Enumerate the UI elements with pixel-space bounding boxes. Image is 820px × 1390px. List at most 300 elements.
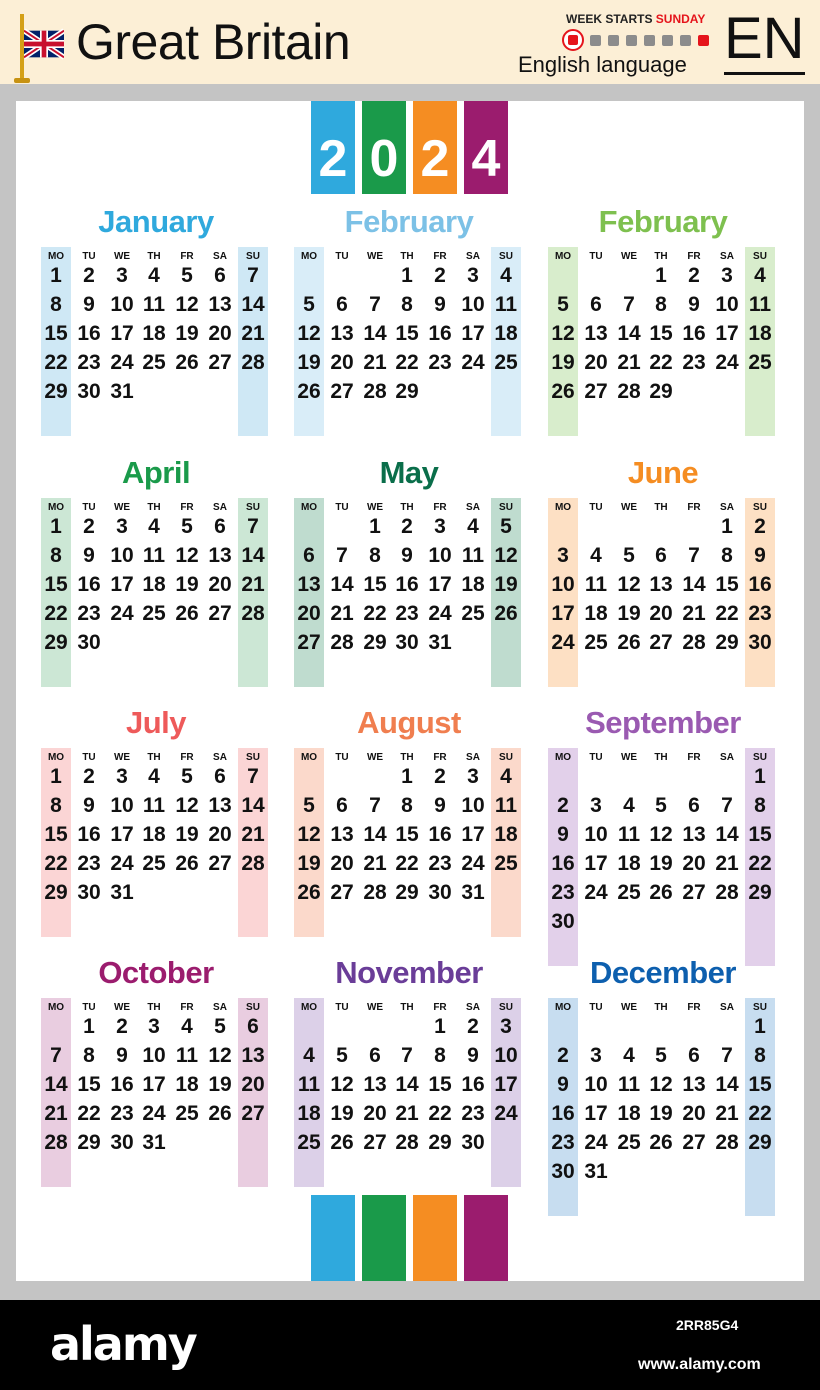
- weekday-label: MO: [47, 502, 65, 513]
- day-cell: 26: [175, 351, 199, 374]
- day-cell: 7: [247, 515, 259, 538]
- day-cell: 10: [110, 293, 134, 316]
- day-cell: 30: [77, 631, 101, 654]
- day-cell: 7: [247, 765, 259, 788]
- day-cell: 8: [754, 794, 766, 817]
- weekday-label: TU: [589, 502, 603, 513]
- day-cell: 15: [44, 823, 68, 846]
- day-cell: 6: [247, 1015, 259, 1038]
- weekday-label: SU: [246, 251, 260, 262]
- month-title: February: [598, 204, 728, 239]
- day-cell: 31: [142, 1131, 166, 1154]
- day-cell: 13: [208, 293, 232, 316]
- weekday-dot-icon: [662, 35, 673, 46]
- day-cell: 5: [181, 765, 193, 788]
- day-cell: 27: [649, 631, 673, 654]
- day-cell: 30: [551, 910, 575, 933]
- day-cell: 17: [494, 1073, 518, 1096]
- weekday-label: FR: [180, 251, 194, 262]
- day-cell: 28: [715, 881, 739, 904]
- day-cell: 16: [77, 322, 101, 345]
- day-cell: 30: [110, 1131, 134, 1154]
- day-cell: 20: [649, 602, 673, 625]
- day-cell: 20: [208, 573, 232, 596]
- weekday-label: SA: [720, 502, 734, 513]
- day-cell: 15: [395, 322, 419, 345]
- day-cell: 12: [617, 573, 641, 596]
- weekday-label: FR: [687, 1002, 701, 1013]
- day-cell: 8: [50, 544, 62, 567]
- day-cell: 22: [748, 852, 772, 875]
- weekday-label: SU: [499, 1002, 513, 1013]
- brand-logo: alamy: [50, 1317, 196, 1371]
- country-title: Great Britain: [76, 14, 351, 70]
- day-cell: 14: [330, 573, 354, 596]
- day-cell: 27: [297, 631, 321, 654]
- weekday-label: TH: [147, 1002, 161, 1013]
- day-cell: 21: [617, 351, 641, 374]
- day-cell: 20: [682, 1102, 706, 1125]
- day-cell: 29: [395, 881, 419, 904]
- day-cell: 1: [721, 515, 733, 538]
- day-cell: 9: [557, 823, 569, 846]
- weekday-label: WE: [620, 752, 638, 763]
- day-cell: 4: [181, 1015, 193, 1038]
- weekday-label: SA: [720, 251, 734, 262]
- day-cell: 5: [557, 293, 569, 316]
- day-cell: 4: [623, 794, 635, 817]
- weekday-label: TH: [654, 1002, 668, 1013]
- day-cell: 5: [655, 794, 667, 817]
- weekday-label: MO: [47, 1002, 65, 1013]
- day-cell: 14: [241, 794, 265, 817]
- day-cell: 10: [584, 1073, 608, 1096]
- day-cell: 30: [551, 1160, 575, 1183]
- day-cell: 21: [330, 602, 354, 625]
- day-cell: 29: [44, 631, 68, 654]
- day-cell: 3: [467, 765, 479, 788]
- day-cell: 1: [50, 515, 62, 538]
- day-cell: 23: [682, 351, 706, 374]
- month-title: May: [379, 455, 439, 490]
- day-cell: 5: [303, 293, 315, 316]
- day-cell: 29: [649, 380, 673, 403]
- day-cell: 27: [241, 1102, 265, 1125]
- day-cell: 1: [401, 264, 413, 287]
- day-cell: 17: [428, 573, 452, 596]
- day-cell: 17: [584, 1102, 608, 1125]
- day-cell: 16: [428, 322, 452, 345]
- weekday-label: FR: [180, 502, 194, 513]
- day-cell: 19: [175, 823, 199, 846]
- day-cell: 9: [434, 794, 446, 817]
- day-cell: 22: [715, 602, 739, 625]
- day-cell: 9: [401, 544, 413, 567]
- day-cell: 26: [208, 1102, 232, 1125]
- day-cell: 2: [434, 765, 446, 788]
- weekday-label: FR: [687, 251, 701, 262]
- weekday-label: TU: [82, 1002, 96, 1013]
- day-cell: 6: [655, 544, 667, 567]
- day-cell: 3: [467, 264, 479, 287]
- day-cell: 8: [50, 293, 62, 316]
- day-cell: 28: [241, 351, 265, 374]
- day-cell: 23: [748, 602, 772, 625]
- day-cell: 6: [214, 765, 226, 788]
- day-cell: 26: [649, 881, 673, 904]
- day-cell: 20: [208, 322, 232, 345]
- day-cell: 28: [363, 380, 387, 403]
- day-cell: 16: [77, 823, 101, 846]
- day-cell: 14: [395, 1073, 419, 1096]
- day-cell: 4: [500, 765, 512, 788]
- weekday-label: TU: [589, 752, 603, 763]
- weekday-label: SA: [720, 1002, 734, 1013]
- day-cell: 1: [50, 765, 62, 788]
- day-cell: 23: [77, 351, 101, 374]
- day-cell: 3: [116, 515, 128, 538]
- day-cell: 18: [617, 1102, 641, 1125]
- weekday-label: SA: [213, 752, 227, 763]
- day-cell: 27: [208, 351, 232, 374]
- day-cell: 2: [557, 794, 569, 817]
- day-cell: 22: [44, 602, 68, 625]
- weekday-label: WE: [113, 1002, 131, 1013]
- year-digit: 2: [420, 130, 450, 188]
- day-cell: 30: [461, 1131, 485, 1154]
- weekday-label: SU: [499, 752, 513, 763]
- weekday-label: TH: [147, 502, 161, 513]
- day-cell: 23: [551, 881, 575, 904]
- day-cell: 12: [649, 1073, 673, 1096]
- day-cell: 29: [748, 1131, 772, 1154]
- day-cell: 28: [44, 1131, 68, 1154]
- day-cell: 12: [649, 823, 673, 846]
- day-cell: 14: [241, 293, 265, 316]
- day-cell: 23: [395, 602, 419, 625]
- weekday-label: SU: [499, 251, 513, 262]
- day-cell: 28: [682, 631, 706, 654]
- day-cell: 30: [77, 380, 101, 403]
- day-cell: 19: [208, 1073, 232, 1096]
- day-cell: 25: [461, 602, 485, 625]
- day-cell: 20: [330, 351, 354, 374]
- day-cell: 5: [214, 1015, 226, 1038]
- day-cell: 4: [500, 264, 512, 287]
- day-cell: 28: [617, 380, 641, 403]
- day-cell: 7: [623, 293, 635, 316]
- weekday-label: TH: [147, 251, 161, 262]
- day-cell: 11: [142, 293, 166, 316]
- day-cell: 17: [551, 602, 575, 625]
- day-cell: 8: [50, 794, 62, 817]
- weekday-label: MO: [47, 251, 65, 262]
- weekday-label: FR: [433, 1002, 447, 1013]
- weekday-label: TU: [335, 752, 349, 763]
- weekday-label: WE: [366, 1002, 384, 1013]
- day-cell: 30: [395, 631, 419, 654]
- day-cell: 11: [494, 794, 518, 817]
- day-cell: 4: [590, 544, 602, 567]
- day-cell: 2: [754, 515, 766, 538]
- day-cell: 18: [142, 823, 166, 846]
- sunday-dot-icon: [698, 35, 709, 46]
- day-cell: 14: [363, 322, 387, 345]
- day-cell: 7: [721, 794, 733, 817]
- day-cell: 6: [590, 293, 602, 316]
- day-cell: 3: [590, 1044, 602, 1067]
- day-cell: 19: [175, 573, 199, 596]
- day-cell: 13: [208, 794, 232, 817]
- day-cell: 19: [649, 852, 673, 875]
- day-cell: 23: [551, 1131, 575, 1154]
- day-cell: 24: [461, 852, 485, 875]
- day-cell: 21: [682, 602, 706, 625]
- weekday-label: MO: [300, 251, 318, 262]
- day-cell: 8: [754, 1044, 766, 1067]
- day-cell: 20: [241, 1073, 265, 1096]
- day-cell: 5: [303, 794, 315, 817]
- weekday-dot-icon: [644, 35, 655, 46]
- week-start-ring-icon: [562, 29, 584, 51]
- weekday-label: TH: [400, 1002, 414, 1013]
- day-cell: 3: [434, 515, 446, 538]
- day-cell: 24: [110, 852, 134, 875]
- weekday-dot-icon: [608, 35, 619, 46]
- weekday-label: TH: [654, 502, 668, 513]
- weekday-label: WE: [366, 502, 384, 513]
- uk-flag-icon: [24, 26, 64, 62]
- weekday-label: SU: [246, 502, 260, 513]
- day-cell: 18: [461, 573, 485, 596]
- day-cell: 24: [494, 1102, 518, 1125]
- day-cell: 6: [688, 794, 700, 817]
- day-cell: 21: [715, 852, 739, 875]
- weekday-label: SU: [246, 1002, 260, 1013]
- weekday-label: SU: [753, 752, 767, 763]
- weekday-label: WE: [113, 502, 131, 513]
- weekday-label: MO: [300, 502, 318, 513]
- day-cell: 11: [584, 573, 608, 596]
- day-cell: 19: [494, 573, 518, 596]
- day-cell: 1: [401, 765, 413, 788]
- year-digit: 0: [369, 130, 399, 188]
- weekday-label: TU: [82, 752, 96, 763]
- day-cell: 7: [721, 1044, 733, 1067]
- day-cell: 10: [584, 823, 608, 846]
- day-cell: 24: [461, 351, 485, 374]
- day-cell: 21: [44, 1102, 68, 1125]
- day-cell: 27: [208, 602, 232, 625]
- day-cell: 25: [297, 1131, 321, 1154]
- day-cell: 16: [428, 823, 452, 846]
- day-cell: 17: [461, 823, 485, 846]
- day-cell: 28: [241, 852, 265, 875]
- day-cell: 26: [175, 852, 199, 875]
- day-cell: 14: [682, 573, 706, 596]
- day-cell: 13: [241, 1044, 265, 1067]
- day-cell: 17: [110, 823, 134, 846]
- day-cell: 16: [748, 573, 772, 596]
- day-cell: 10: [428, 544, 452, 567]
- week-starts-day: SUNDAY: [655, 12, 706, 26]
- day-cell: 4: [303, 1044, 315, 1067]
- day-cell: 5: [623, 544, 635, 567]
- day-cell: 4: [148, 515, 160, 538]
- day-cell: 11: [461, 544, 485, 567]
- weekday-label: SA: [466, 1002, 480, 1013]
- day-cell: 20: [682, 852, 706, 875]
- day-cell: 23: [428, 351, 452, 374]
- day-cell: 7: [688, 544, 700, 567]
- day-cell: 9: [116, 1044, 128, 1067]
- day-cell: 7: [369, 293, 381, 316]
- day-cell: 12: [494, 544, 518, 567]
- day-cell: 31: [110, 380, 134, 403]
- day-cell: 22: [428, 1102, 452, 1125]
- watermark-footer: [0, 1300, 820, 1390]
- day-cell: 10: [110, 794, 134, 817]
- day-cell: 20: [363, 1102, 387, 1125]
- weekday-label: FR: [180, 1002, 194, 1013]
- weekday-label: SA: [213, 251, 227, 262]
- day-cell: 1: [369, 515, 381, 538]
- day-cell: 3: [590, 794, 602, 817]
- weekday-label: SA: [466, 251, 480, 262]
- day-cell: 19: [297, 351, 321, 374]
- day-cell: 15: [363, 573, 387, 596]
- day-cell: 20: [584, 351, 608, 374]
- day-cell: 31: [584, 1160, 608, 1183]
- day-cell: 30: [77, 881, 101, 904]
- day-cell: 11: [175, 1044, 199, 1067]
- day-cell: 8: [369, 544, 381, 567]
- day-cell: 5: [336, 1044, 348, 1067]
- weekday-label: SU: [499, 502, 513, 513]
- day-cell: 11: [142, 544, 166, 567]
- day-cell: 2: [688, 264, 700, 287]
- day-cell: 9: [83, 293, 95, 316]
- year-digit: 2: [318, 130, 348, 188]
- day-cell: 18: [297, 1102, 321, 1125]
- month-title: April: [121, 455, 191, 490]
- weekday-label: FR: [433, 251, 447, 262]
- day-cell: 2: [434, 264, 446, 287]
- day-cell: 16: [551, 1102, 575, 1125]
- day-cell: 21: [241, 573, 265, 596]
- weekday-label: TH: [654, 251, 668, 262]
- day-cell: 22: [395, 852, 419, 875]
- day-cell: 13: [330, 823, 354, 846]
- day-cell: 30: [428, 881, 452, 904]
- week-starts-prefix: WEEK STARTS: [566, 12, 656, 26]
- day-cell: 28: [363, 881, 387, 904]
- day-cell: 20: [330, 852, 354, 875]
- day-cell: 12: [330, 1073, 354, 1096]
- day-cell: 21: [363, 351, 387, 374]
- day-cell: 2: [83, 264, 95, 287]
- day-cell: 23: [428, 852, 452, 875]
- weekday-dot-icon: [680, 35, 691, 46]
- day-cell: 29: [715, 631, 739, 654]
- day-cell: 13: [682, 823, 706, 846]
- day-cell: 16: [551, 852, 575, 875]
- day-cell: 22: [748, 1102, 772, 1125]
- weekday-label: WE: [620, 1002, 638, 1013]
- day-cell: 29: [77, 1131, 101, 1154]
- day-cell: 24: [142, 1102, 166, 1125]
- day-cell: 7: [247, 264, 259, 287]
- weekday-label: TU: [589, 1002, 603, 1013]
- day-cell: 12: [297, 322, 321, 345]
- day-cell: 17: [110, 573, 134, 596]
- day-cell: 29: [428, 1131, 452, 1154]
- weekday-label: TH: [147, 752, 161, 763]
- day-cell: 6: [336, 794, 348, 817]
- day-cell: 24: [715, 351, 739, 374]
- day-cell: 5: [655, 1044, 667, 1067]
- day-cell: 4: [148, 264, 160, 287]
- day-cell: 3: [116, 264, 128, 287]
- day-cell: 12: [208, 1044, 232, 1067]
- day-cell: 12: [297, 823, 321, 846]
- day-cell: 21: [363, 852, 387, 875]
- day-cell: 5: [181, 515, 193, 538]
- day-cell: 26: [297, 881, 321, 904]
- month-title: November: [335, 955, 483, 990]
- weekday-label: TU: [82, 502, 96, 513]
- day-cell: 14: [715, 1073, 739, 1096]
- day-cell: 29: [395, 380, 419, 403]
- image-id: 2RR85G4: [676, 1317, 739, 1333]
- day-cell: 26: [649, 1131, 673, 1154]
- day-cell: 27: [584, 380, 608, 403]
- day-cell: 16: [110, 1073, 134, 1096]
- day-cell: 24: [110, 351, 134, 374]
- weekday-label: SA: [213, 502, 227, 513]
- month-title: June: [627, 455, 699, 490]
- day-cell: 27: [682, 881, 706, 904]
- day-cell: 6: [214, 264, 226, 287]
- day-cell: 28: [395, 1131, 419, 1154]
- day-cell: 13: [363, 1073, 387, 1096]
- bottom-block-2: [362, 1195, 406, 1281]
- day-cell: 25: [142, 351, 166, 374]
- day-cell: 28: [715, 1131, 739, 1154]
- day-cell: 21: [395, 1102, 419, 1125]
- day-cell: 22: [395, 351, 419, 374]
- day-cell: 13: [649, 573, 673, 596]
- weekday-label: TU: [589, 251, 603, 262]
- day-cell: 25: [142, 602, 166, 625]
- day-cell: 19: [330, 1102, 354, 1125]
- day-cell: 15: [748, 1073, 772, 1096]
- weekday-label: WE: [620, 251, 638, 262]
- day-cell: 7: [50, 1044, 62, 1067]
- day-cell: 26: [330, 1131, 354, 1154]
- day-cell: 20: [208, 823, 232, 846]
- day-cell: 18: [494, 322, 518, 345]
- day-cell: 24: [428, 602, 452, 625]
- day-cell: 23: [110, 1102, 134, 1125]
- day-cell: 18: [584, 602, 608, 625]
- day-cell: 18: [494, 823, 518, 846]
- weekday-dot-icon: [626, 35, 637, 46]
- day-cell: 25: [494, 852, 518, 875]
- weekday-label: MO: [554, 752, 572, 763]
- bottom-block-3: [413, 1195, 457, 1281]
- day-cell: 1: [754, 765, 766, 788]
